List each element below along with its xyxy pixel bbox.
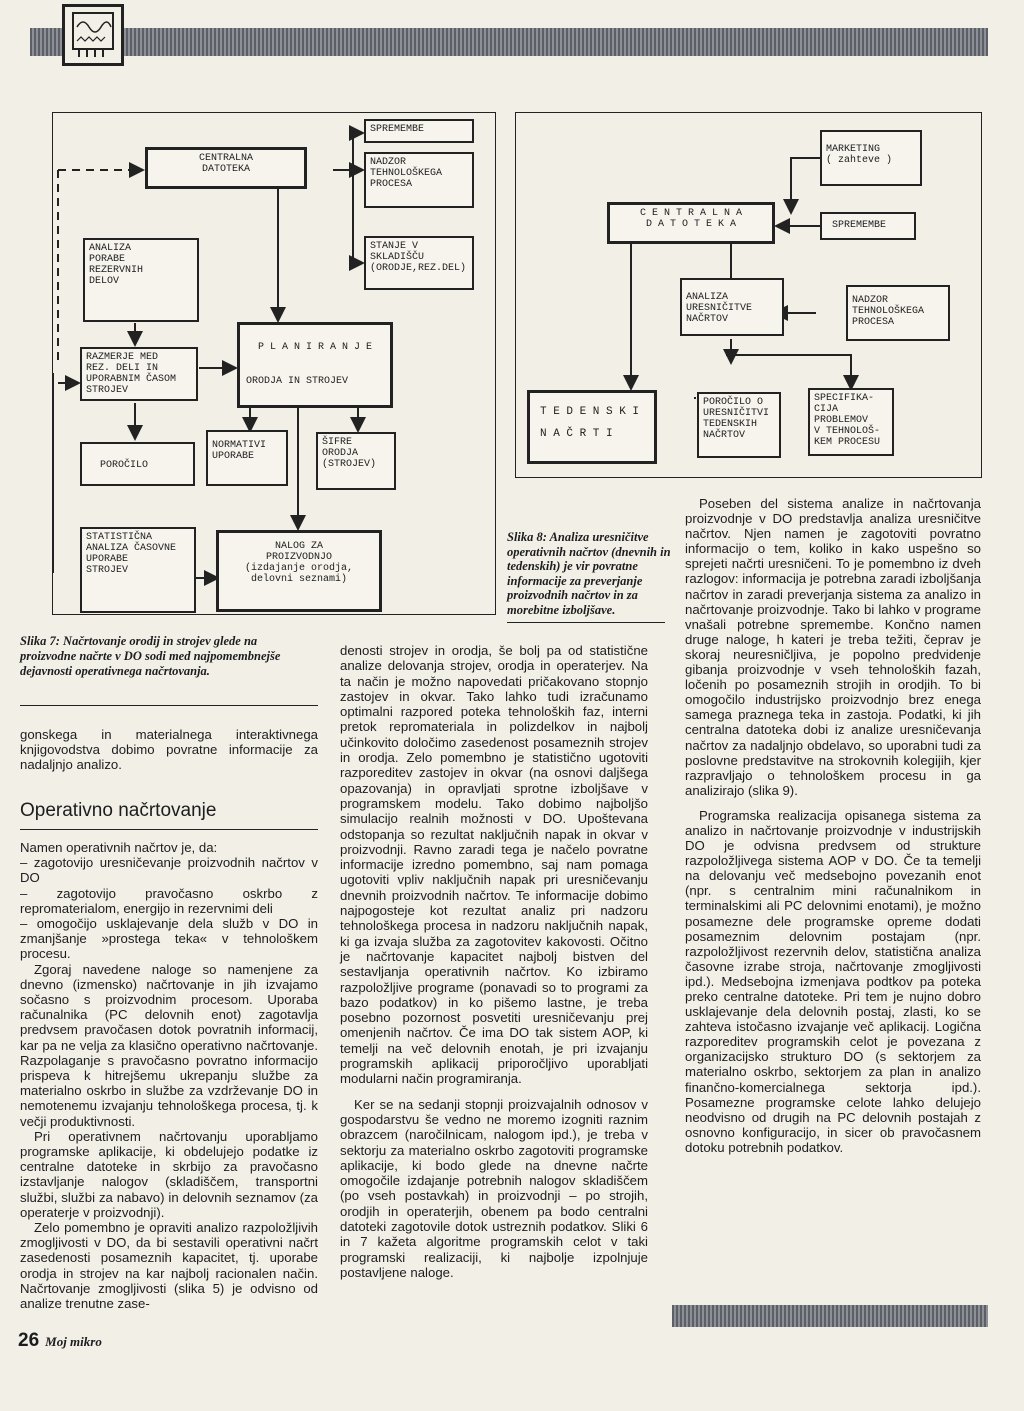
f8-porocilo: POROČILO O URESNIČITVI TEDENSKIH NAČRTOV xyxy=(697,392,781,458)
f7-centralna-datoteka: CENTRALNA DATOTEKA xyxy=(145,147,307,189)
f8-tedenski-nacrti: T E D E N S K I N A Č R T I xyxy=(527,390,657,464)
figure-7-caption: Slika 7: Načrtovanje orodij in strojev glede na proizvodne načrte v DO sodi med najpomembnejše dejavnosti operativnega načrtovanja. xyxy=(20,634,281,678)
f7-nadzor: NADZOR TEHNOLOŠKEGA PROCESA xyxy=(364,152,474,208)
col1-paragraph: – omogočijo usklajevanje dela služb v DO in zmanjšanje »prostega teka« v tehnološkem procesu. xyxy=(20,916,318,962)
f7-normativi: NORMATIVI UPORABE xyxy=(206,430,288,486)
f7-razmerje: RAZMERJE MED REZ. DELI IN UPORABNIM ČASOM STROJEV xyxy=(80,347,198,401)
f7-spremembe: SPREMEMBE xyxy=(364,119,474,143)
col3-paragraph: Poseben del sistema analize in načrtovanja proizvodnje v DO predstavlja analiza uresničitve načrtov. Njen namen je zagotoviti povratno informacijo o tem, koliko in kako uspešno so sprejeti načrti uresničeni. To je pomembno iz dveh razlogov: informacija je potrebna zaradi izboljšanja načrtov in zaradi preverjanja sistema za analizo in načrtovanje proizvodnje. Tako bi lahko v programe vnašali potrebne spremembe. Končno namen druge naloge, h kateri je treba težiti, čeprav je skoraj neuresničljiva, je popolno predvidenje gibanja proizvodnje v vseh tehnoloških fazah, ločenih po posameznih strojih in orodjih. To bi omogočilo industrijsko proizvodnjo brez enega samega praznega teka in zastoja. Podatki, ki jih centralna datoteka dobi iz analize uresničevanja načrtov za nadaljnjo obdelavo, so uporabni tudi za poslovne predstavitve na strokovnih kolegijih, kjer razpravljajo o tehnološkem procesu in ga analizirajo (slika 9). xyxy=(685,496,981,798)
col1-paragraph: Zelo pomembno je opraviti analizo razpoložljivih zmogljivosti v DO, da bi sestavili operativni načrt zasedenosti posameznih kapacitet, tj. uporabe orodja in strojev na kar najbolj racionalen način. Načrtovanje zmogljivosti (slika 5) je odvisno od analize trenutne zase- xyxy=(20,1220,318,1312)
f7-planiranje xyxy=(237,322,393,408)
col1-paragraph: Namen operativnih načrtov je, da: xyxy=(20,840,218,855)
f8-nadzor: NADZOR TEHNOLOŠKEGA PROCESA xyxy=(846,285,950,341)
f8-centralna-datoteka: C E N T R A L N A D A T O T E K A xyxy=(607,202,775,244)
heading-rule xyxy=(20,829,318,830)
header-bar xyxy=(30,28,988,56)
col1-body xyxy=(20,840,318,1311)
section-heading: Operativno načrtovanje xyxy=(20,800,217,821)
col3-body xyxy=(685,496,981,1155)
chip-logo-icon xyxy=(62,4,124,66)
page-footer xyxy=(18,1330,102,1352)
page-number: 26 xyxy=(18,1330,40,1351)
f7-porocilo: POROČILO xyxy=(80,442,195,486)
col3-paragraph: Programska realizacija opisanega sistema za analizo in načrtovanje proizvodnje v industrijskih DO je odvisna predvsem od strukture razpoložljivega sistema AOP v DO. Če ta temelji na delovanju več medsebojno povezanih enot (npr. s centralnim mini računalnikom in terminalskimi ali PC delovnimi enotami), je možno posamezne dele programske opreme dodati posameznim delovnim postajam (npr. razpoložljivost rezervnih delov, statistična analiza časovne izrabe stroja, načrtovanje zmogljivosti ipd.). Medsebojna izmenjava podtkov pa poteka preko centralne datoteke. Pri tem je nujno dobro usklajevanje dela delovnih postaj, zlasti, ko se zahteva istočasno izvajanje več aplikacij. Logična razporeditev programskih celot je povezana z organizacijsko strukturo DO (s sektorjem za materialno oskrbo, sektorjem za plan in analizo finančno-komercialnega sektorja ipd.). Posamezne programske celote lahko delujejo neodvisno od drugih na PC delovnih postajah z osnovno konfiguracijo, in sicer ob pravočasnem dotoku potrebnih podatkov. xyxy=(685,807,981,1155)
f8-marketing: MARKETING ( zahteve ) xyxy=(820,130,922,186)
f7-planiranje-title: P L A N I R A N J E xyxy=(257,342,373,353)
col1-top-text: gonskega in materialnega interaktivnega knjigovodstva dobimo povratne informacije za nadaljnjo analizo. xyxy=(20,727,318,773)
f7-sifre: ŠIFRE ORODJA (STROJEV) xyxy=(316,432,396,490)
f7-analiza-porabe: ANALIZA PORABE REZERVNIH DELOV xyxy=(83,238,199,322)
f7-planiranje-sub: ORODJA IN STROJEV xyxy=(246,376,349,387)
footer-bar xyxy=(672,1305,988,1327)
col2-body xyxy=(340,643,648,1280)
col1-paragraph: – zagotovijo pravočasno oskrbo z repromaterialom, energijo in rezervnimi deli xyxy=(20,885,318,916)
f7-nalog: NALOG ZA PROIZVODNJO (izdajanje orodja, delovni seznami) xyxy=(216,530,382,612)
caption-rule-7 xyxy=(20,705,318,706)
f8-analiza: ANALIZA URESNIČITVE NAČRTOV xyxy=(680,278,784,336)
col2-paragraph: denosti strojev in orodja, še bolj pa od statistične analize delovanja strojev, orodja in operaterjev. Na ta način je možno napovedati pričakovano stopnjo zastojev in okvar. Tako lahko tudi izračunamo optimalni razpored poteka tehnoloških faz, interni pretok repromateriala in polizdelkov in najbolj učinkovito določimo zasedenost posameznih strojev in orodja. Zelo pomembno je statistično ugotoviti razporeditev zastojev in okvar (na osnovi daljšega opazovanja) in opravljati sprotne izboljšave v programskem modelu. Tako dobimo najboljšo simulacijo realnih možnosti v DO. Upoštevana odstopanja so rezultat naključnih napak in okvar v proizvodnji. Ravno zaradi tega je načelo povratne informacije izredno pomembno, saj nam pomaga ugotoviti vpliv naključnih napak pri uresničevanju dnevnih proizvodnih načrtov. Te informacije dobimo najpogosteje kot rezultat analiz pri nadzoru tehnološkega procesa in nadzoru naključnih napak, ki ga izvaja služba za zagotovitev kakovosti. Očitno je načrtovanje kapacitet najbolj bistven del sestavljanja operativnih načrtov. Ko izbiramo razpoložljive programe (ponavadi so to programi za bazo podatkov) in ko pišemo lastne, je treba posebno pozornost posvetiti uresničevanju prej omenjenih načrtov. Če ima DO tak sistem AOP, ki temelji na več delovnih enotah, je pri izvajanju programskih aplikacij priporočljivo uporabljati modularni način programiranja. xyxy=(340,643,648,1087)
f7-statisticna: STATISTIČNA ANALIZA ČASOVNE UPORABE STROJEV xyxy=(80,527,196,613)
col2-paragraph: Ker se na sedanji stopnji proizvajalnih odnosov v gospodarstvu še vedno ne moremo izogniti raznim obrazcem (naročilnicam, nalogom ipd.), je treba v sektorju za materialno oskrbo zagotoviti programske aplikacije, ki bodo glede na dnevne načrte omogočile izdajanje potrebnih nalogov skladiščem (po vseh postavkah) in proizvodnji – po strojih, orodjih in operaterjih, obenem pa bodo centralni datoteki zagotovile dotok ustreznih podatkov. Sliki 6 in 7 kažeta algoritme programskih celot v taki programski realizaciji, ki najbolje izpolnjuje postavljene naloge. xyxy=(340,1096,648,1280)
f8-specifikacija: SPECIFIKA- CIJA PROBLEMOV V TEHNOLOŠ- KEM PROCESU xyxy=(808,388,894,456)
col1-paragraph: Zgoraj navedene naloge so namenjene za dnevno (izmensko) načrtovanje in jih izvajamo sočasno s proizvodnim procesom. Uporaba računalnika (PC delovnih enot) zagotavlja predvsem pravočasen dotok povratnih informacij, kar pa ne velja za klasično operativno načrtovanje. Razpolaganje s pravočasno povratno informacijo prispeva k hitrejšemu ukrepanju službe za materialno oskrbo in službe za vzdrževanje DO in nemotenemu izvajanju tehnološkega procesa, tj. k večji produktivnosti. xyxy=(20,961,318,1129)
figure-8-caption: Slika 8: Analiza uresničitve operativnih načrtov (dnevnih in tedenskih) je vir povratne informacije za preverjanje proizvodnih načrtov in za morebitne izboljšave. xyxy=(507,530,671,617)
f7-stanje: STANJE V SKLADIŠČU (ORODJE,REZ.DEL) xyxy=(364,236,474,290)
magazine-name: Moj mikro xyxy=(45,1334,102,1349)
col1-paragraph: – zagotovijo uresničevanje proizvodnih načrtov v DO xyxy=(20,855,318,886)
col1-paragraph: Pri operativnem načrtovanju uporabljamo programske aplikacije, ki obdelujejo podatke iz centralne datoteke in skrbijo za pravočasno izstavljanje nalogov (skladiščem, transportni službi, službi za nabavo) in delovnih seznamov (za operaterje v proizvodnji). xyxy=(20,1128,318,1220)
caption-rule-8 xyxy=(507,622,665,623)
f8-spremembe: SPREMEMBE xyxy=(820,212,916,240)
